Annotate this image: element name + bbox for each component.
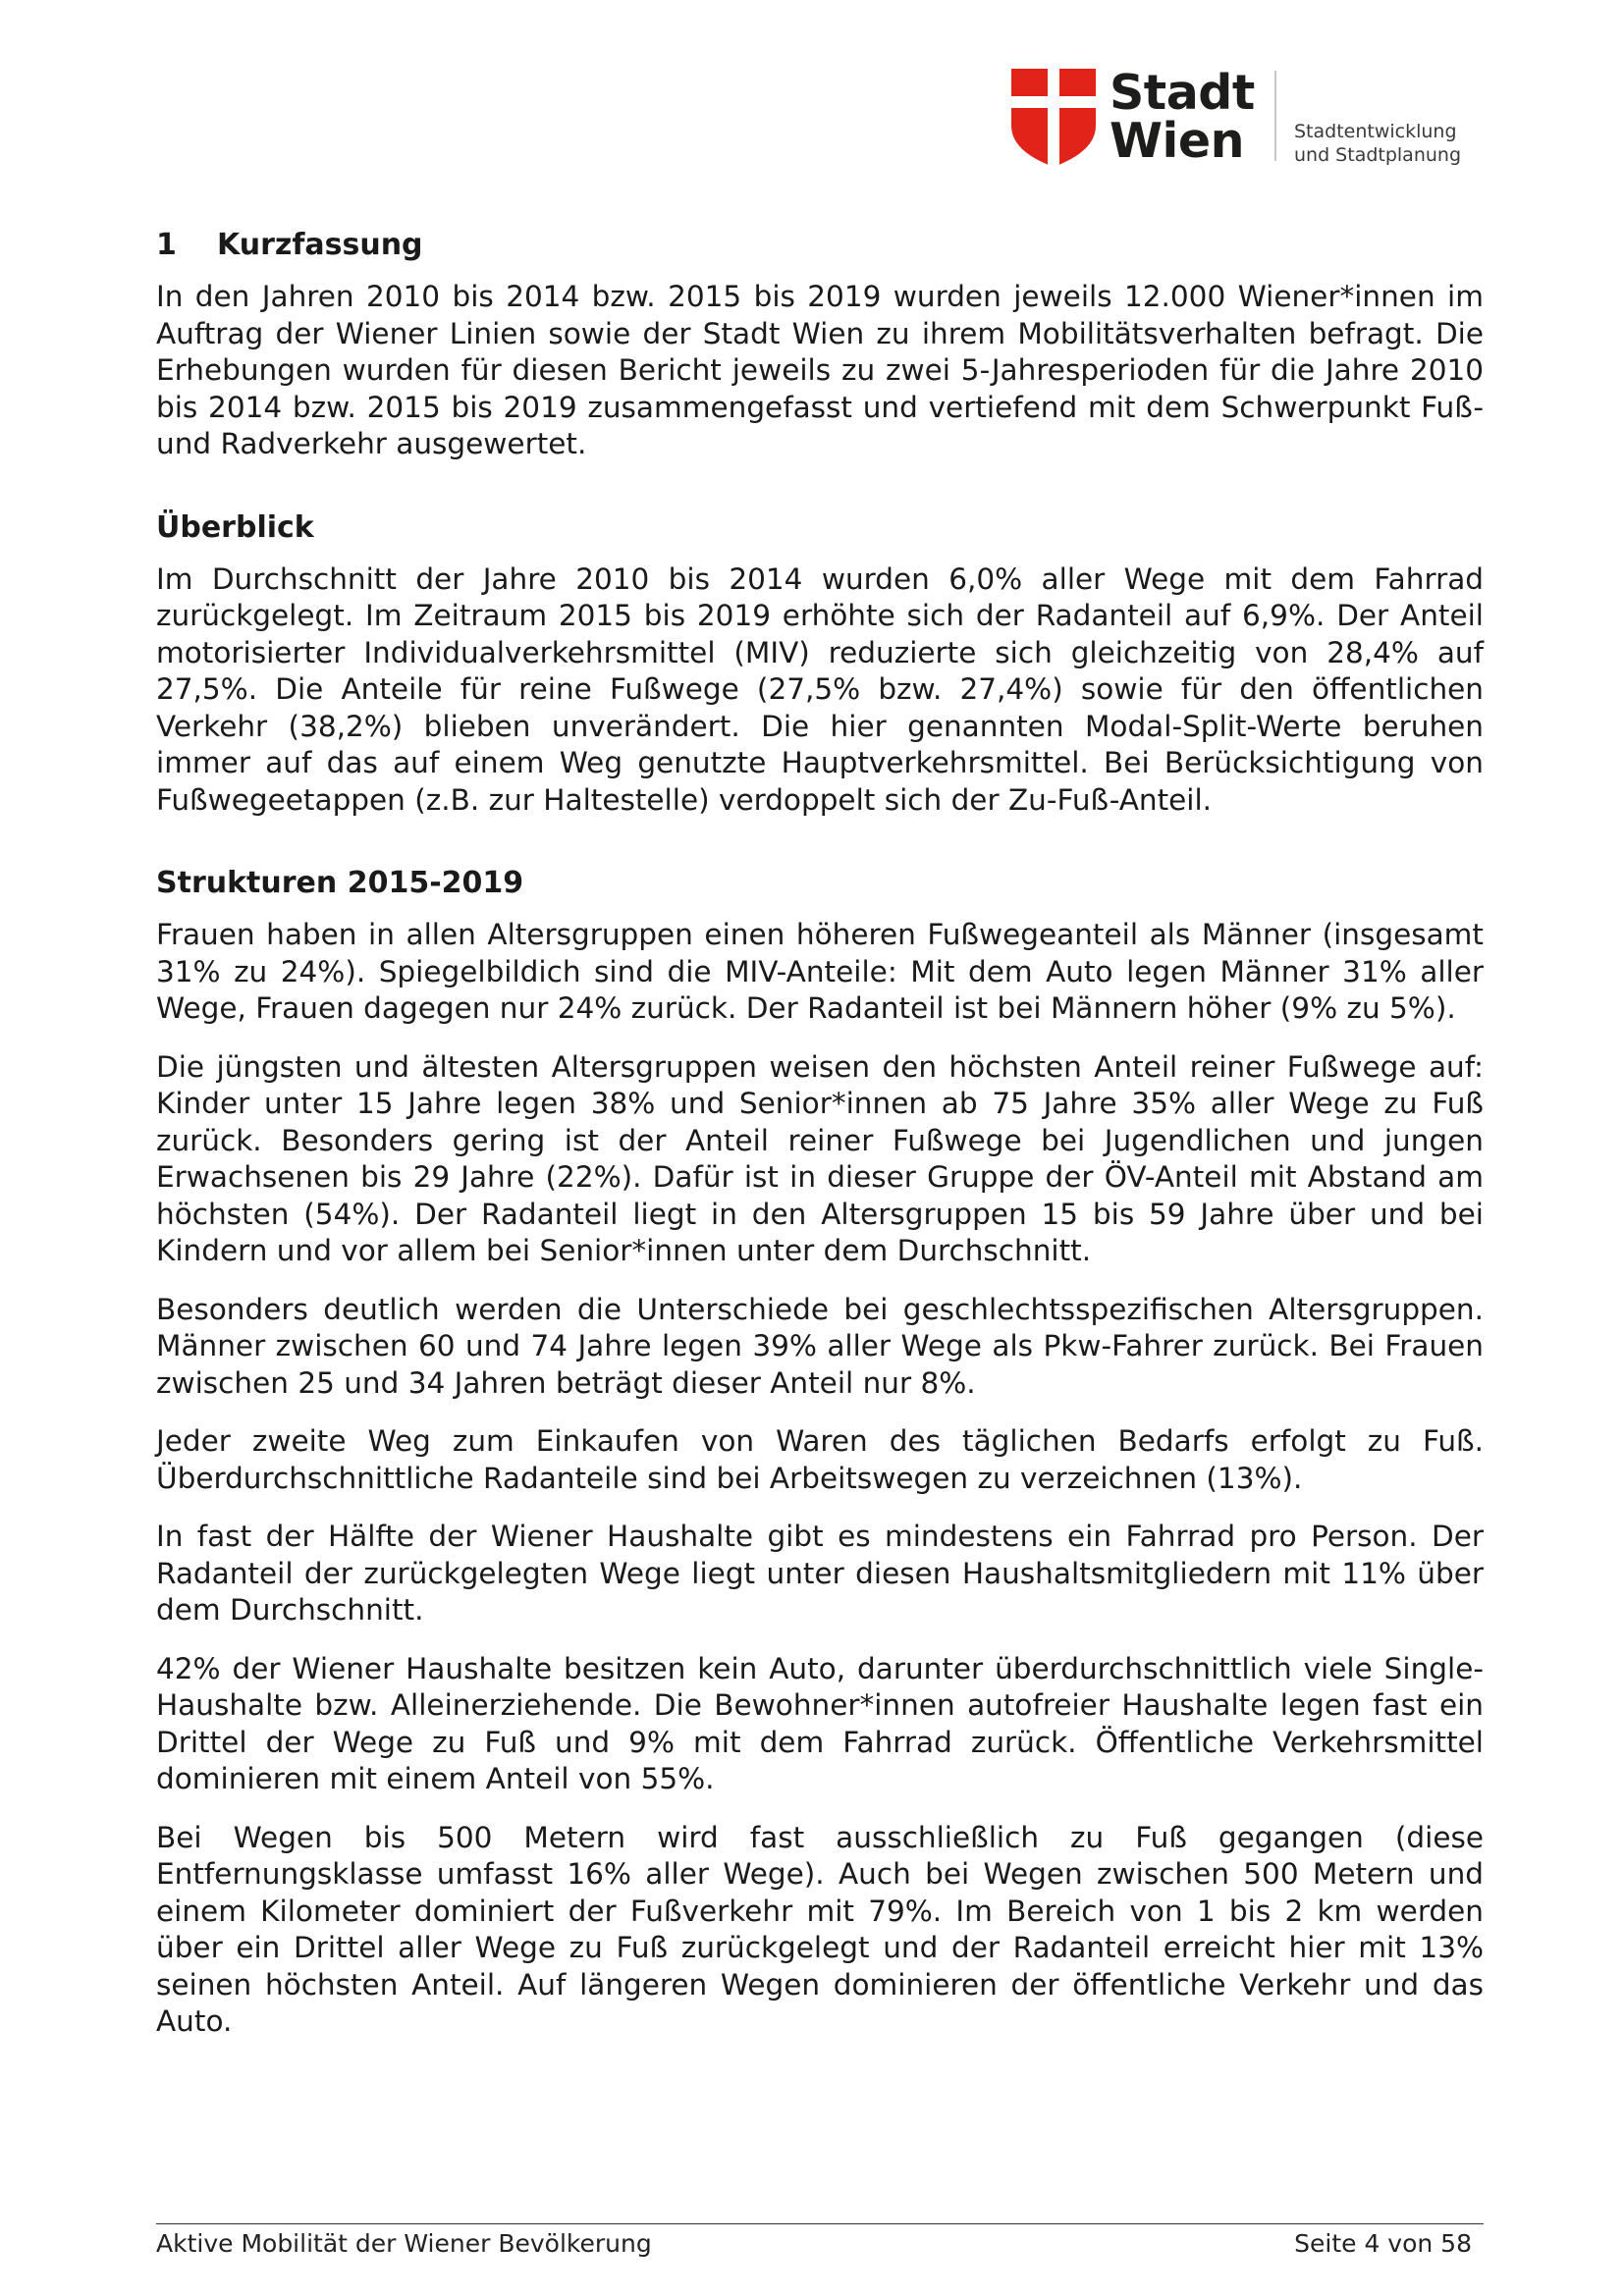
section-number: 1 <box>156 228 177 262</box>
document-body <box>156 226 1484 2062</box>
logo-line-stadt: Stadt <box>1110 65 1255 121</box>
overview-paragraph: Im Durchschnitt der Jahre 2010 bis 2014 wurden 6,0% aller Wege mit dem Fahrrad zurückgelegt. Im Zeitraum 2015 bis 2019 erhöhte sich der Radanteil auf 6,9%. Der Anteil motorisierter Individualverkehrsmittel (MIV) reduzierte sich gleichzeitig von 28,4% auf 27,5%. Die Anteile für reine Fußwege (27,5% bzw. 27,4%) sowie für den öffentlichen Verkehr (38,2%) blieben unverändert. Die hier genannten Modal-Split-Werte beruhen immer auf das auf einem Weg genutzte Hauptverkehrsmittel. Bei Berücksichtigung von Fußwegeetappen (z.B. zur Haltestelle) verdoppelt sich der Zu-Fuß-Anteil. <box>156 561 1484 817</box>
department-line-1: Stadtentwicklung <box>1294 121 1457 142</box>
logo-line-wien: Wien <box>1110 113 1244 169</box>
structures-paragraph: Jeder zweite Weg zum Einkaufen von Waren des täglichen Bedarfs erfolgt zu Fuß. Überdurchschnittliche Radanteile sind bei Arbeitswegen zu verzeichnen (13%). <box>156 1424 1484 1495</box>
structures-heading: Strukturen 2015-2019 <box>156 866 524 900</box>
structures-paragraph: Die jüngsten und ältesten Altersgruppen weisen den höchsten Anteil reiner Fußwege auf: Kinder unter 15 Jahre legen 38% und Senior*innen ab 75 Jahre 35% aller Wege zu Fuß zurück. Besonders gering ist der Anteil reiner Fußwege bei Jugendlichen und jungen Erwachsenen bis 29 Jahre (22%). Dafür ist in dieser Gruppe der ÖV-Anteil mit Abstand am höchsten (54%). Der Radanteil liegt in den Altersgruppen 15 bis 59 Jahre über und bei Kindern und vor allem bei Senior*innen unter dem Durchschnitt. <box>156 1049 1484 1267</box>
logo-wordmark <box>1110 65 1286 169</box>
overview-heading: Überblick <box>156 509 314 545</box>
section-title: Kurzfassung <box>217 228 423 262</box>
section-heading <box>156 226 1484 265</box>
page-footer <box>156 2223 1484 2260</box>
department-name <box>1294 120 1530 167</box>
logo-divider <box>1274 71 1276 161</box>
page-number: Seite 4 von 58 <box>1294 2229 1472 2258</box>
structures-paragraph: 42% der Wiener Haushalte besitzen kein Auto, darunter überdurchschnittlich viele Single-Haushalte bzw. Alleinerziehende. Die Bewohner*innen autofreier Haushalte legen fast ein Drittel der Wege zu Fuß und 9% mit dem Fahrrad zurück. Öffentliche Verkehrsmittel dominieren mit einem Anteil von 55%. <box>156 1651 1484 1795</box>
structures-paragraph: Frauen haben in allen Altersgruppen einen höheren Fußwegeanteil als Männer (insgesamt 31% zu 24%). Spiegelbildich sind die MIV-Anteile: Mit dem Auto legen Männer 31% aller Wege, Frauen dagegen nur 24% zurück. Der Radanteil ist bei Männern höher (9% zu 5%). <box>156 918 1484 1025</box>
vienna-coat-of-arms-icon <box>1011 69 1096 167</box>
structures-paragraph: Bei Wegen bis 500 Metern wird fast ausschließlich zu Fuß gegangen (diese Entfernungsklasse umfasst 16% aller Wege). Auch bei Wegen zwischen 500 Metern und einem Kilometer dominiert der Fußverkehr mit 79%. Im Bereich von 1 bis 2 km werden über ein Drittel aller Wege zu Fuß zurückgelegt und der Radanteil erreicht hier mit 13% seinen höchsten Anteil. Auf längeren Wegen dominieren der öffentliche Verkehr und das Auto. <box>156 1820 1484 2038</box>
footer-document-title: Aktive Mobilität der Wiener Bevölkerung <box>156 2229 652 2258</box>
structures-paragraph: In fast der Hälfte der Wiener Haushalte gibt es mindestens ein Fahrrad pro Person. Der Radanteil der zurückgelegten Wege liegt unter diesen Haushaltsmitgliedern mit 11% über dem Durchschnitt. <box>156 1520 1484 1627</box>
structures-paragraph: Besonders deutlich werden die Unterschiede bei geschlechtsspezifischen Altersgruppen. Männer zwischen 60 und 74 Jahre legen 39% aller Wege als Pkw-Fahrer zurück. Bei Frauen zwischen 25 und 34 Jahren beträgt dieser Anteil nur 8%. <box>156 1292 1484 1400</box>
department-line-2: und Stadtplanung <box>1294 144 1462 166</box>
intro-paragraph: In den Jahren 2010 bis 2014 bzw. 2015 bis 2019 wurden jeweils 12.000 Wiener*innen im Auftrag der Wiener Linien sowie der Stadt Wien zu ihrem Mobilitätsverhalten befragt. Die Erhebungen wurden für diesen Bericht jeweils zu zwei 5-Jahresperioden für die Jahre 2010 bis 2014 bzw. 2015 bis 2019 zusammengefasst und vertiefend mit dem Schwerpunkt Fuß- und Radverkehr ausgewertet. <box>156 280 1484 460</box>
